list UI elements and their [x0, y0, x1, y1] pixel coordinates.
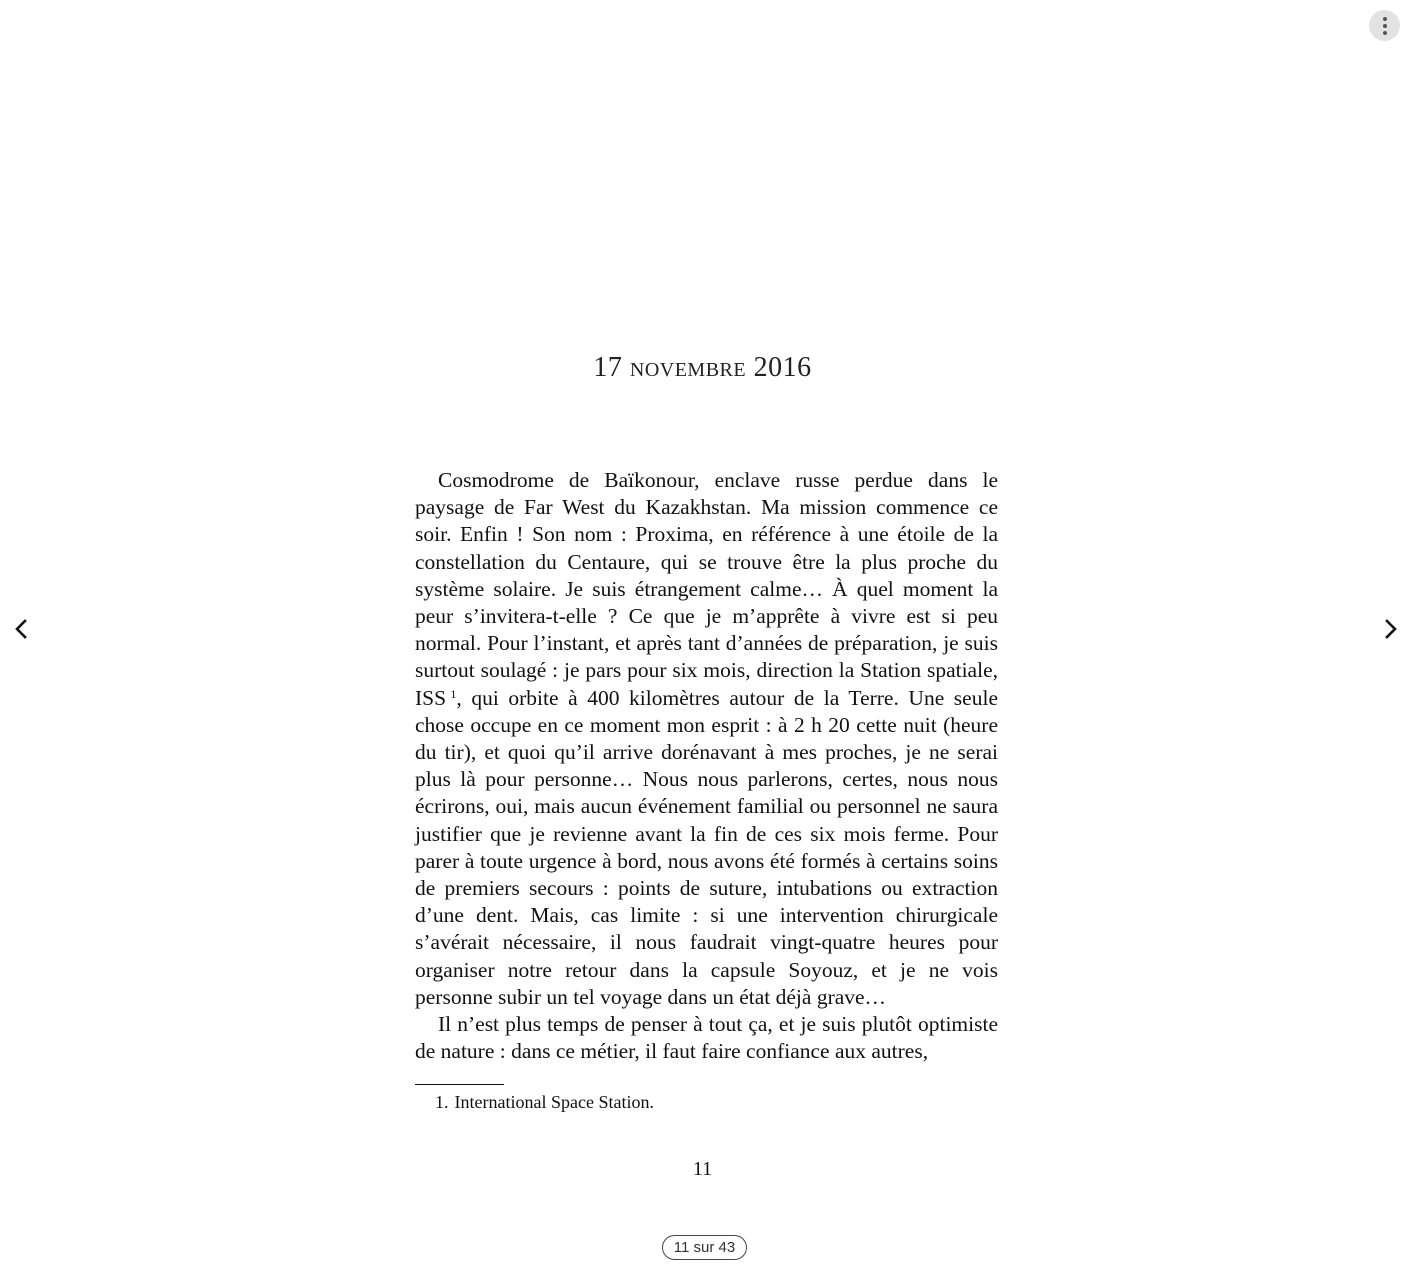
paragraph [415, 1011, 998, 1065]
footnote-text: International Space Station. [454, 1092, 654, 1112]
chapter-title: 17 novembre 2016 [593, 352, 812, 383]
footnote-reference[interactable]: 1 [450, 686, 457, 701]
paragraph [415, 467, 998, 1011]
paragraph-text: Il n’est plus temps de penser à tout ça, et je suis plutôt optimiste de nature : dans ce métier, il faut faire confiance aux autres, [415, 1012, 998, 1064]
page-counter: 11 sur 43 [662, 1235, 747, 1260]
paragraph-text: Cosmodrome de Baïkonour, enclave russe perdue dans le paysage de Far West du Kazakhstan. Ma mission commence ce soir. Enfin ! Son nom : Proxima, en référence à une étoile de la constellation du Centaure, qui se trouve être la plus proche du système solaire. Je suis étrangement calme… À quel moment la peur s’invitera-t-elle ? Ce que je m’apprête à vivre est si peu normal. Pour l’instant, et après tant d’années de préparation, je suis surtout soulagé : je pars pour six mois, direction la Station spatiale, ISS [415, 468, 998, 710]
footnote-number: 1. [435, 1092, 449, 1112]
footnote-divider [415, 1084, 504, 1085]
footnote [435, 1092, 654, 1113]
page-number: 11 [692, 1158, 713, 1180]
paragraph-text: , qui orbite à 400 kilomètres autour de la Terre. Une seule chose occupe en ce moment mon esprit : à 2 h 20 cette nuit (heure du tir), et quoi qu’il arrive dorénavant à mes proches, je ne serai plus là pour personne… Nous nous parlerons, certes, nous nous écrirons, oui, mais aucun événement familial ou personnel ne saura justifier que je revienne avant la fin de ces six mois ferme. Pour parer à toute urgence à bord, nous avons été formés à certains soins de premiers secours : points de suture, intubations ou extraction d’une dent. Mais, cas limite : si une intervention chirurgicale s’avérait nécessaire, il nous faudrait vingt-quatre heures pour organiser notre retour dans la capsule Soyouz, et je ne vois personne subir un tel voyage dans un état déjà grave… [415, 685, 998, 1009]
body-text [415, 467, 998, 1065]
